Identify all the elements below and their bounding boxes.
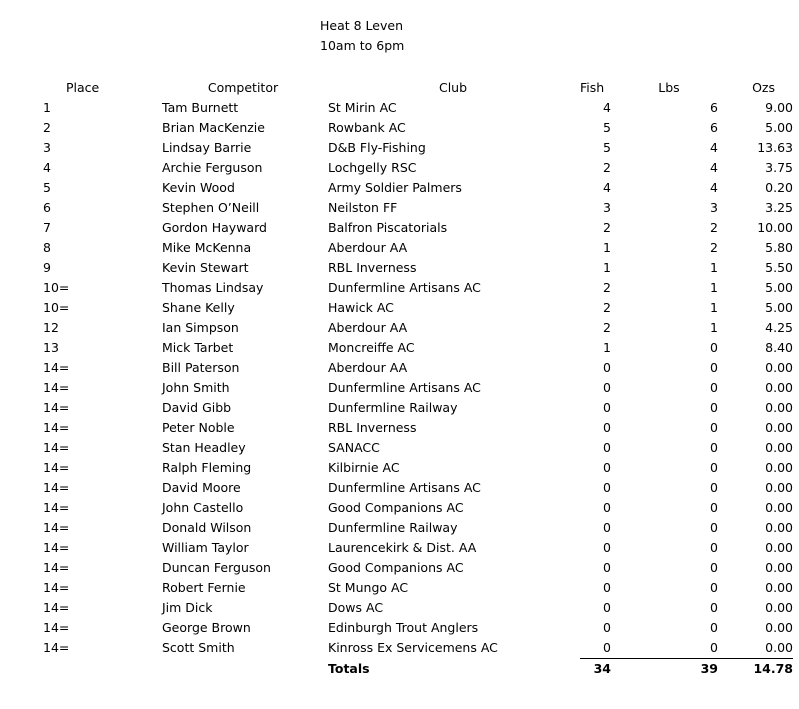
- ozs-cell: 0.00: [765, 460, 793, 475]
- table-row: [0, 458, 799, 478]
- fish-cell: 2: [603, 160, 611, 175]
- lbs-cell: 0: [710, 580, 718, 595]
- column-header-club: Club: [438, 80, 468, 95]
- club-cell: Dunfermline Artisans AC: [328, 380, 481, 395]
- club-cell: Good Companions AC: [328, 560, 464, 575]
- row-spacer: [793, 298, 799, 318]
- row-spacer: [793, 138, 799, 158]
- totals-place-empty: [0, 659, 160, 680]
- table-row: [0, 298, 799, 318]
- ozs-cell: 8.40: [765, 340, 793, 355]
- table-row: [0, 238, 799, 258]
- table-row: [0, 538, 799, 558]
- competitor-cell: George Brown: [162, 620, 251, 635]
- competitor-cell: Shane Kelly: [162, 300, 235, 315]
- ozs-cell: 0.00: [765, 600, 793, 615]
- column-header-competitor: Competitor: [207, 80, 279, 95]
- club-cell: Dows AC: [328, 600, 384, 615]
- place-cell: 14=: [43, 620, 70, 635]
- lbs-cell: 1: [710, 260, 718, 275]
- competitor-cell: Ian Simpson: [162, 320, 239, 335]
- ozs-cell: 0.00: [765, 400, 793, 415]
- totals-label: Totals: [328, 660, 370, 676]
- competitor-cell: Archie Ferguson: [162, 160, 263, 175]
- competitor-cell: Mick Tarbet: [162, 340, 234, 355]
- header-row: [0, 78, 799, 98]
- row-spacer: [793, 198, 799, 218]
- place-cell: 2: [43, 120, 51, 135]
- table-row: [0, 498, 799, 518]
- row-spacer: [793, 438, 799, 458]
- competitor-cell: John Smith: [162, 380, 230, 395]
- club-cell: Moncreiffe AC: [328, 340, 415, 355]
- club-cell: St Mirin AC: [328, 100, 397, 115]
- fish-cell: 5: [603, 140, 611, 155]
- fish-cell: 0: [603, 380, 611, 395]
- table-row: [0, 278, 799, 298]
- club-cell: Hawick AC: [328, 300, 394, 315]
- lbs-cell: 6: [710, 120, 718, 135]
- club-cell: Neilston FF: [328, 200, 398, 215]
- club-cell: Dunfermline Artisans AC: [328, 480, 481, 495]
- table-row: [0, 558, 799, 578]
- fish-cell: 0: [603, 540, 611, 555]
- club-cell: Edinburgh Trout Anglers: [328, 620, 479, 635]
- ozs-cell: 4.25: [765, 320, 793, 335]
- table-row: [0, 358, 799, 378]
- lbs-cell: 1: [710, 280, 718, 295]
- fish-cell: 2: [603, 220, 611, 235]
- fish-cell: 0: [603, 420, 611, 435]
- competitor-cell: Kevin Stewart: [162, 260, 249, 275]
- table-row: [0, 258, 799, 278]
- column-header-ozs: Ozs: [752, 80, 775, 95]
- row-spacer: [793, 158, 799, 178]
- row-spacer: [793, 398, 799, 418]
- table-row: [0, 338, 799, 358]
- fish-cell: 0: [603, 480, 611, 495]
- table-row: [0, 138, 799, 158]
- ozs-cell: 0.00: [765, 380, 793, 395]
- ozs-cell: 0.00: [765, 500, 793, 515]
- column-spacer: [793, 78, 799, 98]
- row-spacer: [793, 518, 799, 538]
- club-cell: Dunfermline Railway: [328, 520, 458, 535]
- competitor-cell: Tam Burnett: [162, 100, 239, 115]
- row-spacer: [793, 238, 799, 258]
- ozs-cell: 5.00: [765, 280, 793, 295]
- competitor-cell: Robert Fernie: [162, 580, 246, 595]
- lbs-cell: 0: [710, 520, 718, 535]
- row-spacer: [793, 558, 799, 578]
- row-spacer: [793, 498, 799, 518]
- table-row: [0, 218, 799, 238]
- row-spacer: [793, 178, 799, 198]
- place-cell: 14=: [43, 560, 70, 575]
- club-cell: Kilbirnie AC: [328, 460, 400, 475]
- competitor-cell: Duncan Ferguson: [162, 560, 271, 575]
- lbs-cell: 2: [710, 220, 718, 235]
- club-cell: Rowbank AC: [328, 120, 406, 135]
- competitor-cell: David Gibb: [162, 400, 232, 415]
- ozs-cell: 0.00: [765, 420, 793, 435]
- lbs-cell: 4: [710, 180, 718, 195]
- place-cell: 10=: [43, 280, 70, 295]
- club-cell: Army Soldier Palmers: [328, 180, 462, 195]
- club-cell: RBL Inverness: [328, 420, 417, 435]
- totals-lbs: 39: [620, 659, 718, 680]
- lbs-cell: 0: [710, 420, 718, 435]
- club-cell: Laurencekirk & Dist. AA: [328, 540, 477, 555]
- ozs-cell: 9.00: [765, 100, 793, 115]
- place-cell: 7: [43, 220, 51, 235]
- ozs-cell: 5.50: [765, 260, 793, 275]
- lbs-cell: 0: [710, 540, 718, 555]
- competitor-cell: Ralph Fleming: [162, 460, 252, 475]
- fish-cell: 0: [603, 500, 611, 515]
- heat-time: 10am to 6pm: [320, 38, 405, 53]
- lbs-cell: 4: [710, 140, 718, 155]
- row-spacer: [793, 378, 799, 398]
- results-table: [0, 78, 799, 679]
- place-cell: 14=: [43, 420, 70, 435]
- fish-cell: 5: [603, 120, 611, 135]
- competitor-cell: Scott Smith: [162, 640, 235, 656]
- place-cell: 13: [43, 340, 59, 355]
- club-cell: Aberdour AA: [328, 360, 408, 375]
- lbs-cell: 0: [710, 440, 718, 455]
- fish-cell: 4: [603, 180, 611, 195]
- place-cell: 4: [43, 160, 51, 175]
- competitor-cell: John Castello: [162, 500, 244, 515]
- lbs-cell: 0: [710, 620, 718, 635]
- table-row: [0, 418, 799, 438]
- competitor-cell: Donald Wilson: [162, 520, 252, 535]
- club-cell: Dunfermline Railway: [328, 400, 458, 415]
- row-spacer: [793, 278, 799, 298]
- row-spacer: [793, 338, 799, 358]
- competitor-cell: Gordon Hayward: [162, 220, 267, 235]
- table-row: [0, 118, 799, 138]
- fish-cell: 2: [603, 280, 611, 295]
- place-cell: 14=: [43, 400, 70, 415]
- competitor-cell: Bill Paterson: [162, 360, 240, 375]
- club-cell: Aberdour AA: [328, 320, 408, 335]
- place-cell: 14=: [43, 540, 70, 555]
- table-row: [0, 398, 799, 418]
- ozs-cell: 0.00: [765, 640, 793, 655]
- ozs-cell: 0.00: [765, 520, 793, 535]
- fish-cell: 0: [603, 560, 611, 575]
- table-row: [0, 618, 799, 638]
- row-spacer: [793, 458, 799, 478]
- fish-cell: 0: [603, 520, 611, 535]
- fish-cell: 0: [603, 620, 611, 635]
- place-cell: 14=: [43, 500, 70, 515]
- table-row: [0, 438, 799, 458]
- ozs-cell: 0.20: [765, 180, 793, 195]
- club-cell: SANACC: [328, 440, 380, 455]
- lbs-cell: 4: [710, 160, 718, 175]
- column-header-fish: Fish: [580, 80, 605, 95]
- row-spacer: [793, 358, 799, 378]
- competitor-cell: David Moore: [162, 480, 241, 495]
- column-header-lbs: Lbs: [658, 80, 680, 95]
- club-cell: Dunfermline Artisans AC: [328, 280, 481, 295]
- fish-cell: 1: [603, 340, 611, 355]
- totals-fish: 34: [580, 659, 620, 680]
- fish-cell: 2: [603, 320, 611, 335]
- lbs-cell: 3: [710, 200, 718, 215]
- ozs-cell: 5.80: [765, 240, 793, 255]
- club-cell: RBL Inverness: [328, 260, 417, 275]
- lbs-cell: 0: [710, 640, 718, 655]
- place-cell: 5: [43, 180, 51, 195]
- totals-competitor-empty: [160, 659, 326, 680]
- table-row: [0, 598, 799, 618]
- lbs-cell: 1: [710, 320, 718, 335]
- place-cell: 14=: [43, 380, 70, 395]
- place-cell: 9: [43, 260, 51, 275]
- club-cell: Lochgelly RSC: [328, 160, 417, 175]
- lbs-cell: 0: [710, 500, 718, 515]
- competitor-cell: Lindsay Barrie: [162, 140, 252, 155]
- fish-cell: 4: [603, 100, 611, 115]
- lbs-cell: 0: [710, 340, 718, 355]
- place-cell: 6: [43, 200, 51, 215]
- row-spacer: [793, 578, 799, 598]
- row-spacer: [793, 538, 799, 558]
- fish-cell: 0: [603, 460, 611, 475]
- row-spacer: [793, 218, 799, 238]
- competitor-cell: Peter Noble: [162, 420, 235, 435]
- ozs-cell: 0.00: [765, 580, 793, 595]
- competitor-cell: Thomas Lindsay: [162, 280, 264, 295]
- table-row: [0, 318, 799, 338]
- lbs-cell: 0: [710, 560, 718, 575]
- fish-cell: 0: [603, 640, 611, 655]
- ozs-cell: 3.25: [765, 200, 793, 215]
- lbs-cell: 0: [710, 480, 718, 495]
- place-cell: 14=: [43, 600, 70, 615]
- table-row: [0, 638, 799, 659]
- table-row: [0, 518, 799, 538]
- fish-cell: 0: [603, 360, 611, 375]
- row-spacer: [793, 478, 799, 498]
- table-row: [0, 478, 799, 498]
- ozs-cell: 0.00: [765, 560, 793, 575]
- place-cell: 1: [43, 100, 51, 115]
- ozs-cell: 5.00: [765, 120, 793, 135]
- row-spacer: [793, 98, 799, 118]
- row-spacer: [793, 638, 799, 659]
- place-cell: 14=: [43, 360, 70, 375]
- competitor-cell: Jim Dick: [162, 600, 213, 615]
- club-cell: Balfron Piscatorials: [328, 220, 448, 235]
- lbs-cell: 0: [710, 460, 718, 475]
- heat-title: Heat 8 Leven: [320, 18, 403, 33]
- fish-cell: 1: [603, 260, 611, 275]
- ozs-cell: 0.00: [765, 360, 793, 375]
- lbs-cell: 1: [710, 300, 718, 315]
- ozs-cell: 0.00: [765, 540, 793, 555]
- table-row: [0, 198, 799, 218]
- lbs-cell: 2: [710, 240, 718, 255]
- lbs-cell: 0: [710, 600, 718, 615]
- table-row: [0, 158, 799, 178]
- table-row: [0, 178, 799, 198]
- row-spacer: [793, 318, 799, 338]
- fish-cell: 1: [603, 240, 611, 255]
- competitor-cell: Brian MacKenzie: [162, 120, 265, 135]
- totals-ozs: 14.78: [718, 659, 793, 680]
- competitor-cell: Kevin Wood: [162, 180, 235, 195]
- competitor-cell: Stan Headley: [162, 440, 246, 455]
- club-cell: Kinross Ex Servicemens AC: [328, 640, 498, 656]
- club-cell: St Mungo AC: [328, 580, 409, 595]
- competitor-cell: William Taylor: [162, 540, 249, 555]
- competitor-cell: Stephen O’Neill: [162, 200, 260, 215]
- lbs-cell: 6: [710, 100, 718, 115]
- row-spacer: [793, 118, 799, 138]
- place-cell: 10=: [43, 300, 70, 315]
- club-cell: D&B Fly-Fishing: [328, 140, 426, 155]
- lbs-cell: 0: [710, 360, 718, 375]
- place-cell: 3: [43, 140, 51, 155]
- fish-cell: 2: [603, 300, 611, 315]
- row-spacer: [793, 598, 799, 618]
- club-cell: Aberdour AA: [328, 240, 408, 255]
- fish-cell: 3: [603, 200, 611, 215]
- fish-cell: 0: [603, 400, 611, 415]
- fish-cell: 0: [603, 580, 611, 595]
- ozs-cell: 0.00: [765, 440, 793, 455]
- totals-spacer: [793, 659, 799, 680]
- totals-row: [0, 659, 799, 680]
- place-cell: 8: [43, 240, 51, 255]
- competitor-cell: Mike McKenna: [162, 240, 252, 255]
- ozs-cell: 5.00: [765, 300, 793, 315]
- ozs-cell: 0.00: [765, 620, 793, 635]
- table-row: [0, 578, 799, 598]
- ozs-cell: 13.63: [757, 140, 793, 155]
- place-cell: 14=: [43, 440, 70, 455]
- club-cell: Good Companions AC: [328, 500, 464, 515]
- fish-cell: 0: [603, 600, 611, 615]
- column-header-place: Place: [66, 80, 100, 95]
- ozs-cell: 0.00: [765, 480, 793, 495]
- ozs-cell: 3.75: [765, 160, 793, 175]
- lbs-cell: 0: [710, 380, 718, 395]
- lbs-cell: 0: [710, 400, 718, 415]
- ozs-cell: 10.00: [757, 220, 793, 235]
- place-cell: 14=: [43, 520, 70, 535]
- fish-cell: 0: [603, 440, 611, 455]
- place-cell: 12: [43, 320, 59, 335]
- place-cell: 14=: [43, 460, 70, 475]
- table-row: [0, 98, 799, 118]
- place-cell: 14=: [43, 640, 70, 656]
- row-spacer: [793, 258, 799, 278]
- place-cell: 14=: [43, 480, 70, 495]
- table-row: [0, 378, 799, 398]
- row-spacer: [793, 418, 799, 438]
- row-spacer: [793, 618, 799, 638]
- place-cell: 14=: [43, 580, 70, 595]
